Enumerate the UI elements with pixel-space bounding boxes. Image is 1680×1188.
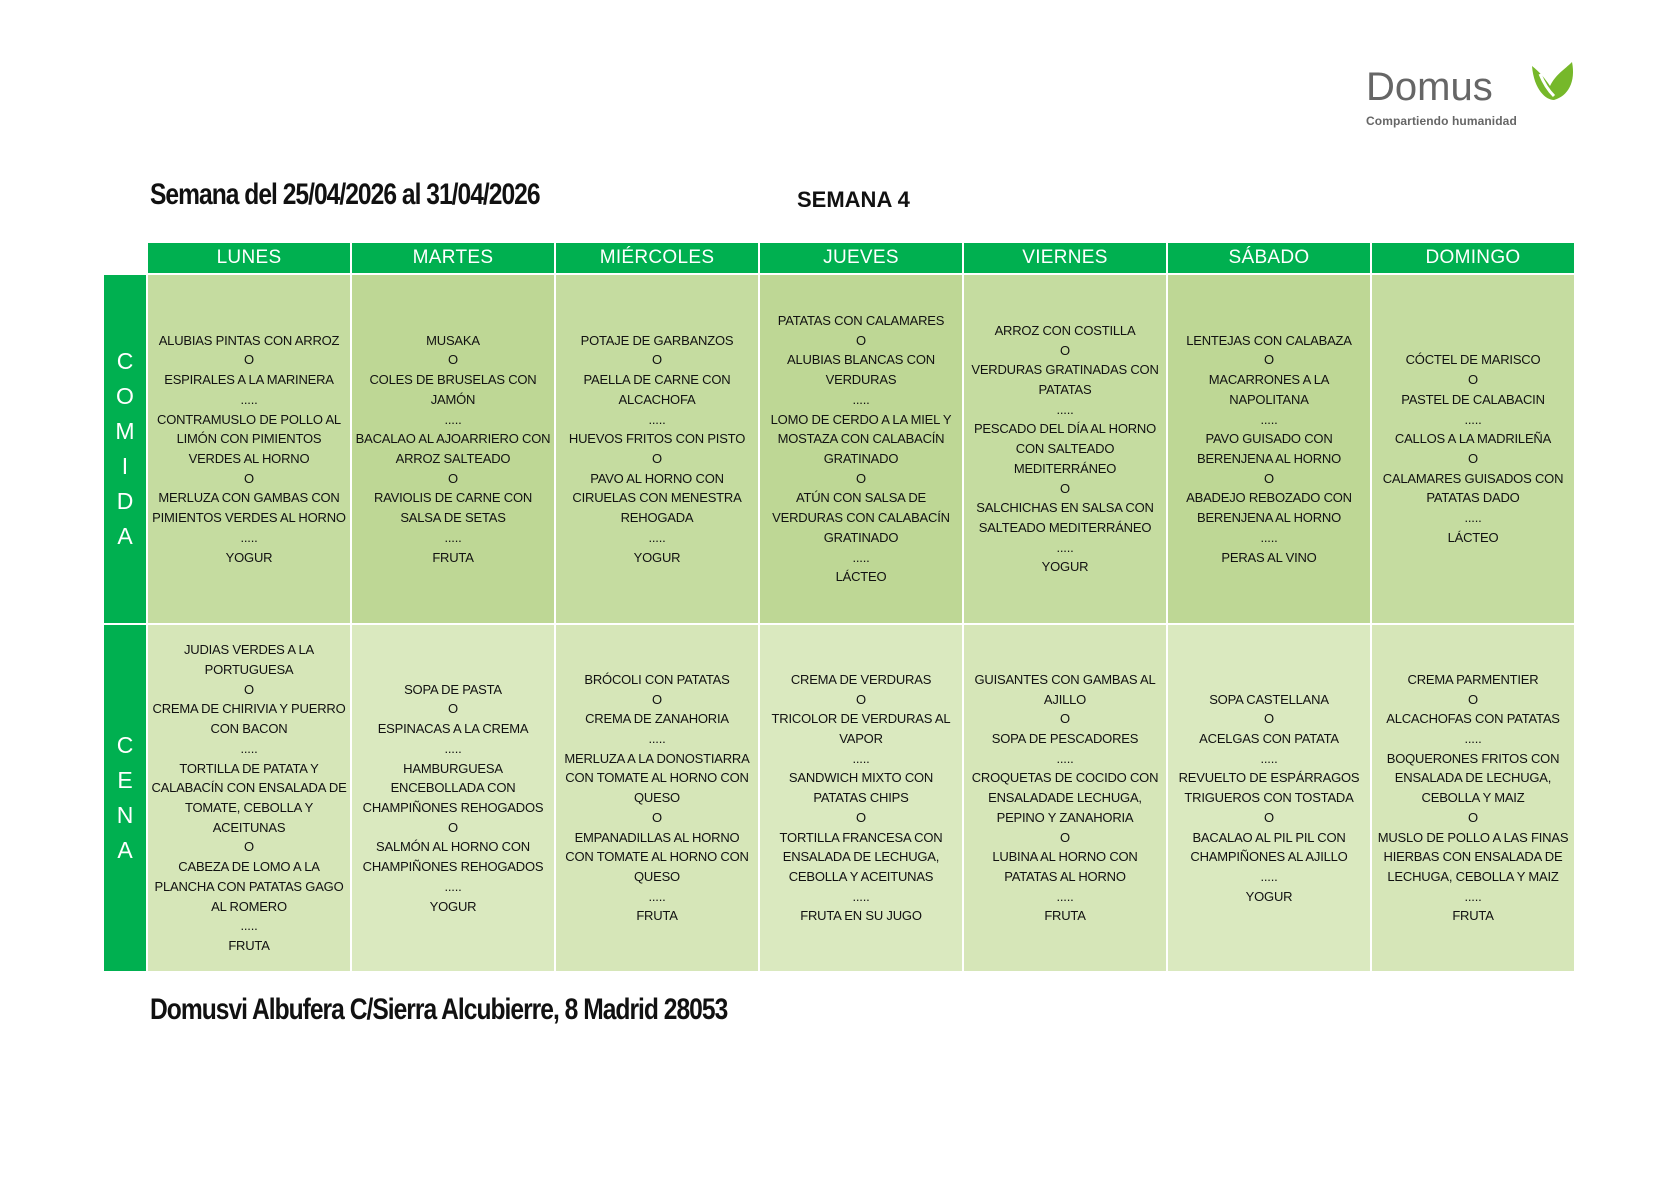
day-header-lunes: LUNES bbox=[148, 243, 350, 273]
dish-item: REVUELTO DE ESPÁRRAGOS TRIGUEROS CON TOSTADA bbox=[1178, 770, 1360, 806]
day-header-sabado: SÁBADO bbox=[1168, 243, 1370, 273]
dish-item: SOPA DE PESCADORES bbox=[991, 731, 1139, 747]
meal-label-letter: I bbox=[121, 453, 129, 479]
dish-item: ESPIRALES A LA MARINERA bbox=[164, 372, 334, 388]
course-separator: ..... bbox=[444, 411, 462, 427]
dish-item: SALCHICHAS EN SALSA CON SALTEADO MEDITERRÁNEO bbox=[976, 500, 1154, 535]
dish-item: ALCACHOFAS CON PATATAS bbox=[1386, 711, 1560, 727]
dish-item: JUDIAS VERDES A LA PORTUGUESA bbox=[183, 642, 315, 678]
meal-label-comida bbox=[104, 275, 146, 623]
day-header-jueves: JUEVES bbox=[760, 243, 962, 273]
dish-item: HUEVOS FRITOS CON PISTO bbox=[568, 431, 746, 447]
dish-item: LÁCTEO bbox=[1447, 529, 1499, 545]
meal-label-letter: C bbox=[116, 732, 134, 758]
dish-item: SOPA DE PASTA bbox=[404, 681, 502, 697]
cena-cell-viernes bbox=[964, 625, 1166, 971]
dish-item: CONTRAMUSLO DE POLLO AL LIMÓN CON PIMIENTOS VERDES AL HORNO bbox=[157, 411, 341, 466]
dish-separator-or: O bbox=[856, 470, 866, 486]
dish-item: PESCADO DEL DÍA AL HORNO CON SALTEADO MEDITERRÁNEO bbox=[973, 421, 1157, 476]
course-separator: ..... bbox=[1464, 888, 1482, 904]
week-number: SEMANA 4 bbox=[797, 187, 910, 212]
dish-item: FRUTA bbox=[1452, 908, 1494, 924]
dish-item: ABADEJO REBOZADO CON BERENJENA AL HORNO bbox=[1186, 490, 1352, 526]
logo-wordmark: Domus bbox=[1366, 65, 1493, 109]
dish-item: PAVO GUISADO CON BERENJENA AL HORNO bbox=[1196, 431, 1341, 466]
dish-separator-or: O bbox=[856, 809, 866, 825]
day-header-viernes: VIERNES bbox=[964, 243, 1166, 273]
course-separator: ..... bbox=[444, 529, 462, 545]
dish-item: GUISANTES CON GAMBAS AL AJILLO bbox=[974, 671, 1156, 707]
dish-separator-or: O bbox=[1060, 711, 1070, 727]
dish-item: CREMA DE CHIRIVIA Y PUERRO CON BACON bbox=[152, 701, 346, 737]
course-separator: ..... bbox=[240, 391, 258, 407]
meal-label-letter: M bbox=[115, 418, 135, 444]
day-header-domingo: DOMINGO bbox=[1372, 243, 1574, 273]
dish-item: MUSLO DE POLLO A LAS FINAS HIERBAS CON ENSALADA DE LECHUGA, CEBOLLA Y MAIZ bbox=[1377, 829, 1569, 884]
dish-item: SALMÓN AL HORNO CON CHAMPIÑONES REHOGADOS bbox=[362, 839, 544, 875]
course-separator: ..... bbox=[1260, 411, 1278, 427]
course-separator: ..... bbox=[1464, 731, 1482, 747]
cena-cell-miercoles bbox=[556, 625, 758, 971]
dish-separator-or: O bbox=[1060, 829, 1070, 845]
comida-cell-lunes bbox=[148, 275, 350, 623]
dish-separator-or: O bbox=[244, 681, 254, 697]
dish-item: PAELLA DE CARNE CON ALCACHOFA bbox=[583, 372, 731, 407]
dish-separator-or: O bbox=[448, 701, 458, 717]
course-separator: ..... bbox=[852, 750, 870, 766]
course-separator: ..... bbox=[1464, 510, 1482, 526]
meal-label-letter: O bbox=[116, 383, 134, 409]
dish-item: CALAMARES GUISADOS CON PATATAS DADO bbox=[1382, 470, 1564, 506]
meal-label-letter: D bbox=[116, 488, 134, 514]
dish-item: VERDURAS GRATINADAS CON PATATAS bbox=[971, 362, 1159, 398]
dish-separator-or: O bbox=[652, 352, 662, 368]
dish-item: TORTILLA FRANCESA CON ENSALADA DE LECHUGA, CEBOLLA Y ACEITUNAS bbox=[779, 829, 943, 884]
comida-cell-sabado bbox=[1168, 275, 1370, 623]
course-separator: ..... bbox=[240, 529, 258, 545]
dish-separator-or: O bbox=[1264, 352, 1274, 368]
dish-item: YOGUR bbox=[225, 549, 273, 565]
dish-separator-or: O bbox=[1060, 480, 1070, 496]
dish-item: RAVIOLIS DE CARNE CON SALSA DE SETAS bbox=[373, 490, 533, 526]
dish-item: YOGUR bbox=[1245, 888, 1293, 904]
meal-label-letter: E bbox=[117, 767, 133, 793]
course-separator: ..... bbox=[1056, 539, 1074, 555]
course-separator: ..... bbox=[1464, 411, 1482, 427]
dish-item: BACALAO AL AJOARRIERO CON ARROZ SALTEADO bbox=[355, 431, 551, 466]
dish-item: LUBINA AL HORNO CON PATATAS AL HORNO bbox=[992, 849, 1138, 884]
dish-item: PATATAS CON CALAMARES bbox=[777, 313, 945, 329]
dish-separator-or: O bbox=[1264, 711, 1274, 727]
comida-cell-miercoles bbox=[556, 275, 758, 623]
dish-item: POTAJE DE GARBANZOS bbox=[580, 332, 734, 348]
dish-item: PERAS AL VINO bbox=[1221, 549, 1317, 565]
course-separator: ..... bbox=[648, 731, 666, 747]
meal-label-cena bbox=[104, 625, 146, 971]
dish-item: CALLOS A LA MADRILEÑA bbox=[1394, 431, 1552, 447]
course-separator: ..... bbox=[1260, 529, 1278, 545]
cena-cell-jueves bbox=[760, 625, 962, 971]
dish-item: EMPANADILLAS AL HORNO CON TOMATE AL HORNO CON QUESO bbox=[565, 829, 749, 884]
dish-item: MERLUZA A LA DONOSTIARRA CON TOMATE AL HORNO CON QUESO bbox=[564, 750, 750, 806]
dish-separator-or: O bbox=[448, 352, 458, 368]
table-corner bbox=[104, 243, 146, 273]
comida-cell-jueves bbox=[760, 275, 962, 623]
course-separator: ..... bbox=[1056, 750, 1074, 766]
comida-cell-martes bbox=[352, 275, 554, 623]
cena-cell-lunes bbox=[148, 625, 350, 971]
dish-item: FRUTA bbox=[1044, 908, 1086, 924]
footer-address: Domusvi Albufera C/Sierra Alcubierre, 8 Madrid 28053 bbox=[150, 993, 728, 1026]
course-separator: ..... bbox=[648, 411, 666, 427]
dish-item: CREMA DE ZANAHORIA bbox=[585, 711, 729, 727]
dish-item: ESPINACAS A LA CREMA bbox=[377, 721, 529, 737]
dish-item: PASTEL DE CALABACIN bbox=[1401, 391, 1545, 407]
course-separator: ..... bbox=[444, 740, 462, 756]
dish-item: YOGUR bbox=[1041, 559, 1089, 575]
day-header-martes: MARTES bbox=[352, 243, 554, 273]
dish-item: CABEZA DE LOMO A LA PLANCHA CON PATATAS GAGO AL ROMERO bbox=[154, 859, 344, 914]
dish-item: BRÓCOLI CON PATATAS bbox=[584, 671, 730, 687]
course-separator: ..... bbox=[1260, 868, 1278, 884]
dish-item: ARROZ CON COSTILLA bbox=[994, 322, 1136, 338]
dish-item: PAVO AL HORNO CON CIRUELAS CON MENESTRA REHOGADA bbox=[572, 470, 742, 526]
comida-cell-domingo bbox=[1372, 275, 1574, 623]
dish-item: MUSAKA bbox=[426, 332, 480, 348]
dish-item: CÓCTEL DE MARISCO bbox=[1405, 352, 1541, 368]
dish-item: CROQUETAS DE COCIDO CON ENSALADADE LECHUGA, PEPINO Y ZANAHORIA bbox=[971, 770, 1159, 825]
dish-item: SOPA CASTELLANA bbox=[1209, 691, 1329, 707]
dish-separator-or: O bbox=[652, 451, 662, 466]
dish-separator-or: O bbox=[1264, 470, 1274, 486]
dish-item: FRUTA bbox=[432, 549, 474, 565]
meal-label-letter: A bbox=[117, 837, 133, 863]
domusvi-logo-mark bbox=[1366, 58, 1586, 118]
dish-separator-or: O bbox=[244, 839, 254, 855]
dish-item: TRICOLOR DE VERDURAS AL VAPOR bbox=[771, 711, 951, 747]
cena-cell-martes bbox=[352, 625, 554, 971]
cena-cell-domingo bbox=[1372, 625, 1574, 971]
course-separator: ..... bbox=[1056, 401, 1074, 417]
course-separator: ..... bbox=[648, 888, 666, 904]
week-range-title: Semana del 25/04/2026 al 31/04/2026 bbox=[150, 178, 540, 211]
course-separator: ..... bbox=[648, 529, 666, 545]
dish-separator-or: O bbox=[448, 470, 458, 486]
dish-item: ALUBIAS PINTAS CON ARROZ bbox=[158, 332, 340, 348]
dish-item: CREMA PARMENTIER bbox=[1407, 671, 1539, 687]
meal-label-letter: A bbox=[117, 523, 133, 549]
dish-separator-or: O bbox=[1060, 342, 1070, 358]
dish-item: FRUTA bbox=[228, 937, 270, 953]
dish-item: LENTEJAS CON CALABAZA bbox=[1186, 332, 1352, 348]
dish-item: MACARRONES A LA NAPOLITANA bbox=[1208, 372, 1330, 407]
dish-item: ALUBIAS BLANCAS CON VERDURAS bbox=[787, 352, 935, 388]
course-separator: ..... bbox=[852, 888, 870, 904]
logo-tagline: Compartiendo humanidad bbox=[1366, 114, 1517, 128]
course-separator: ..... bbox=[852, 549, 870, 565]
dish-separator-or: O bbox=[652, 691, 662, 707]
dish-item: TORTILLA DE PATATA Y CALABACÍN CON ENSALADA DE TOMATE, CEBOLLA Y ACEITUNAS bbox=[151, 760, 347, 835]
course-separator: ..... bbox=[1260, 750, 1278, 766]
meal-label-letter: N bbox=[116, 802, 134, 828]
course-separator: ..... bbox=[852, 391, 870, 407]
course-separator: ..... bbox=[240, 918, 258, 934]
course-separator: ..... bbox=[1056, 888, 1074, 904]
dish-item: YOGUR bbox=[429, 898, 477, 914]
dish-item: FRUTA EN SU JUGO bbox=[800, 908, 922, 924]
comida-cell-viernes bbox=[964, 275, 1166, 623]
dish-separator-or: O bbox=[1468, 451, 1478, 466]
dish-item: FRUTA bbox=[636, 908, 678, 924]
dish-separator-or: O bbox=[856, 691, 866, 707]
dish-item: COLES DE BRUSELAS CON JAMÓN bbox=[369, 372, 537, 407]
dish-separator-or: O bbox=[856, 332, 866, 348]
cena-cell-sabado bbox=[1168, 625, 1370, 971]
leaf-v-icon bbox=[1532, 62, 1573, 100]
dish-separator-or: O bbox=[244, 352, 254, 368]
dish-item: CREMA DE VERDURAS bbox=[790, 671, 932, 687]
day-header-miercoles: MIÉRCOLES bbox=[556, 243, 758, 273]
meal-label-letter: C bbox=[116, 348, 134, 374]
course-separator: ..... bbox=[444, 878, 462, 894]
course-separator: ..... bbox=[240, 740, 258, 756]
dish-item: YOGUR bbox=[633, 549, 681, 565]
weekly-menu-table bbox=[104, 243, 1574, 971]
dish-separator-or: O bbox=[244, 470, 254, 486]
dish-item: HAMBURGUESA ENCEBOLLADA CON CHAMPIÑONES REHOGADOS bbox=[362, 760, 544, 815]
dish-item: ATÚN CON SALSA DE VERDURAS CON CALABACÍN GRATINADO bbox=[772, 490, 950, 545]
dish-separator-or: O bbox=[652, 809, 662, 825]
dish-item: BOQUERONES FRITOS CON ENSALADA DE LECHUGA, CEBOLLA Y MAIZ bbox=[1386, 750, 1560, 806]
dish-separator-or: O bbox=[1468, 372, 1478, 388]
dish-item: MERLUZA CON GAMBAS CON PIMIENTOS VERDES AL HORNO bbox=[152, 490, 346, 526]
dish-separator-or: O bbox=[1468, 691, 1478, 707]
dish-item: ACELGAS CON PATATA bbox=[1199, 731, 1339, 747]
dish-separator-or: O bbox=[448, 819, 458, 835]
dish-item: SANDWICH MIXTO CON PATATAS CHIPS bbox=[788, 770, 934, 806]
dish-separator-or: O bbox=[1264, 809, 1274, 825]
dish-separator-or: O bbox=[1468, 809, 1478, 825]
dish-item: LÁCTEO bbox=[835, 569, 887, 585]
dish-item: LOMO DE CERDO A LA MIEL Y MOSTAZA CON CALABACÍN GRATINADO bbox=[770, 411, 952, 466]
dish-item: BACALAO AL PIL PIL CON CHAMPIÑONES AL AJILLO bbox=[1190, 829, 1348, 865]
